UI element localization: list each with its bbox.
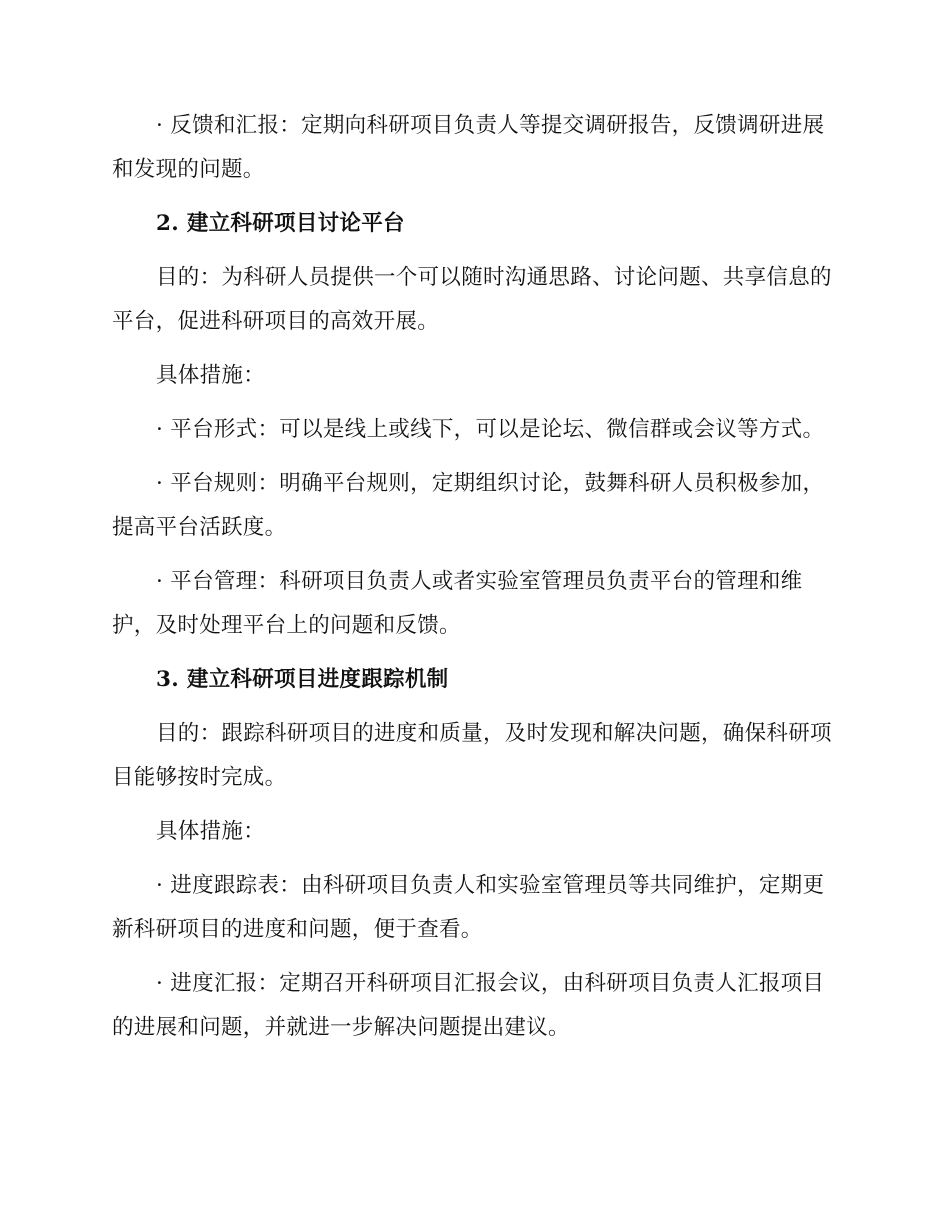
measures-label-2: 具体措施： — [156, 363, 266, 388]
section-heading-2: 2. 建立科研项目讨论平台 — [156, 211, 405, 236]
bullet-progress-table: · 进度跟踪表：由科研项目负责人和实验室管理员等共同维护，定期更新科研项目的进度和问题，便于查看。 — [112, 873, 825, 942]
document-page — [112, 104, 832, 1060]
bullet-platform-form: · 平台形式：可以是线上或线下，可以是论坛、微信群或会议等方式。 — [156, 417, 825, 442]
measures-label-3: 具体措施： — [156, 819, 266, 844]
bullet-progress-report: · 进度汇报：定期召开科研项目汇报会议，由科研项目负责人汇报项目的进展和问题，并就进一步解决问题提出建议。 — [112, 971, 825, 1040]
section-heading-3: 3. 建立科研项目进度跟踪机制 — [156, 667, 449, 692]
bullet-feedback-report: · 反馈和汇报：定期向科研项目负责人等提交调研报告，反馈调研进展和发现的问题。 — [112, 113, 825, 182]
bullet-platform-rules: · 平台规则：明确平台规则，定期组织讨论，鼓舞科研人员积极参加，提高平台活跃度。 — [112, 471, 825, 540]
purpose-paragraph-2: 目的：为科研人员提供一个可以随时沟通思路、讨论问题、共享信息的平台，促进科研项目的高效开展。 — [112, 265, 832, 334]
bullet-platform-management: · 平台管理：科研项目负责人或者实验室管理员负责平台的管理和维护，及时处理平台上的问题和反馈。 — [112, 569, 803, 638]
purpose-paragraph-3: 目的：跟踪科研项目的进度和质量，及时发现和解决问题，确保科研项目能够按时完成。 — [112, 721, 832, 790]
